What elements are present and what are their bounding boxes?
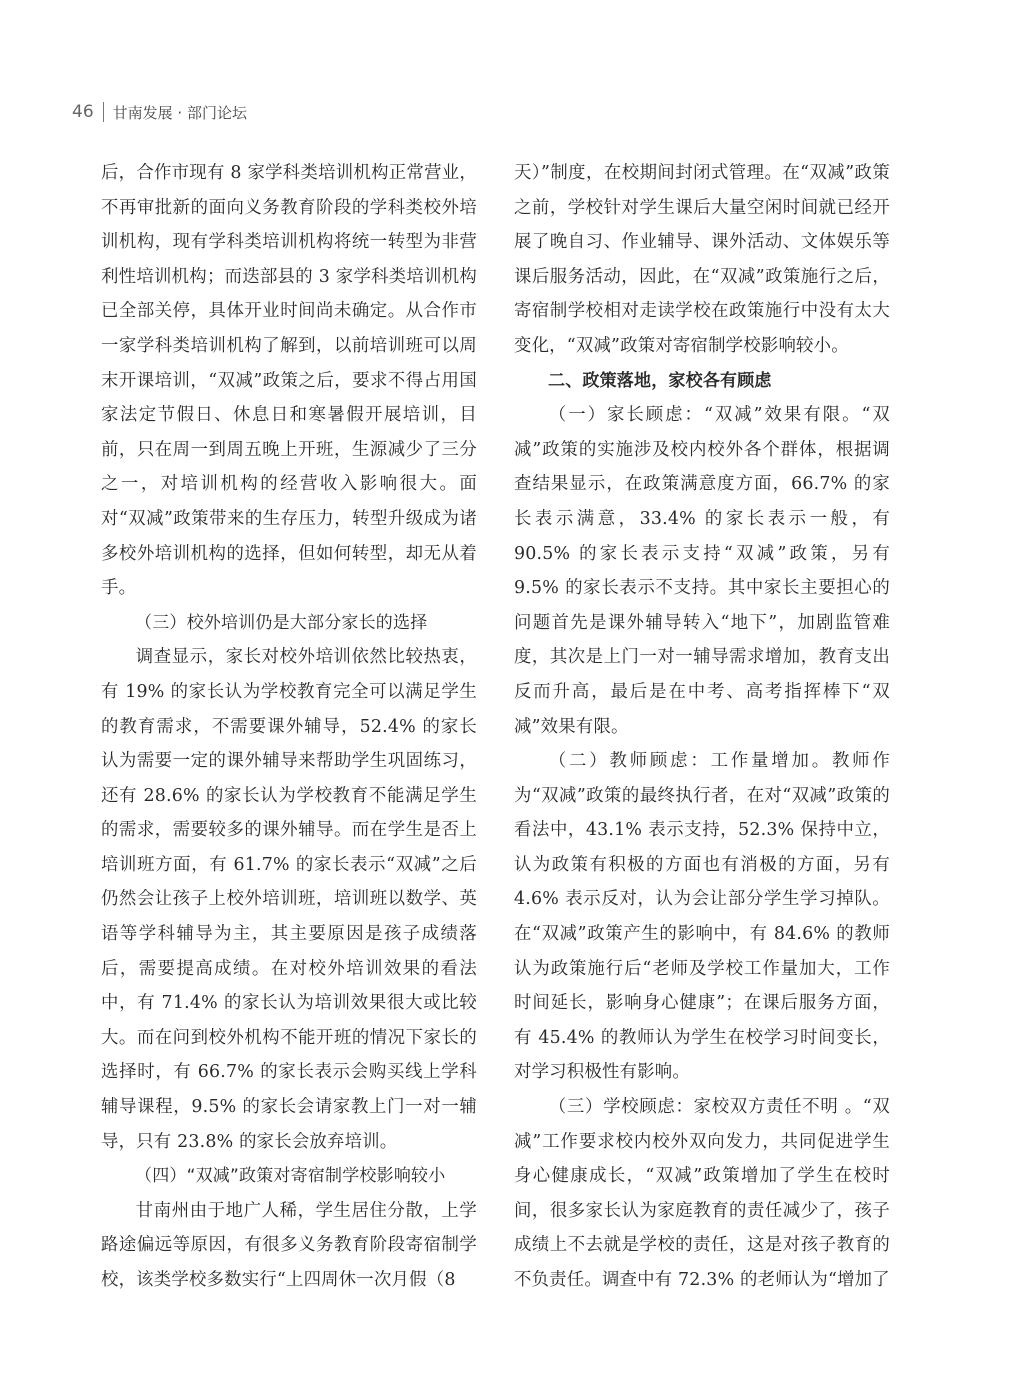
paragraph: 调查显示，家长对校外培训依然比较热衷，有 19% 的家长认为学校教育完全可以满足学生的教育需求，不需要课外辅导，52.4% 的家长认为需要一定的课外辅导来帮助学生巩固练习，还有 28.6% 的家长认为学校教育不能满足学生的需求，需要较多的课外辅导。而在学生是否上培训班方面，有 61.7% 的家长表示“双减”之后仍然会让孩子上校外培训班，培训班以数学、英语等学科辅导为主，其主要原因是孩子成绩落后，需要提高成绩。在对校外培训效果的看法中，有 71.4% 的家长认为培训效果很大或比较大。而在问到校外机构不能开班的情况下家长的选择时，有 66.7% 的家长表示会购买线上学科辅导课程，9.5% 的家长会请家教上门一对一辅导，只有 23.8% 的家长会放弃培训。 — [101, 647, 477, 1152]
section-heading: （四）“双减”政策对寄宿制学校影响较小 — [135, 1166, 446, 1187]
paragraph: （三）学校顾虑：家校双方责任不明 。“双减”工作要求校内校外双向发力，共同促进学生身心健康成长，“双减”政策增加了学生在校时间，很多家长认为家庭教育的责任减少了，孩子成绩上不去就是学校的责任，这是对孩子教育的不负责任。调查中有 72.3% 的老师认为“增加了 — [514, 1097, 890, 1290]
right-column — [514, 156, 890, 1298]
running-title: 甘南发展 · 部门论坛 — [112, 103, 247, 122]
left-column — [101, 156, 477, 1298]
page-header — [72, 98, 247, 126]
paragraph: 天）”制度，在校期间封闭式管理。在“双减”政策之前，学校针对学生课后大量空闲时间就已经开展了晚自习、作业辅导、课外活动、文体娱乐等课后服务活动，因此，在“双减”政策施行之后，寄宿制学校相对走读学校在政策施行中没有太大变化，“双减”政策对寄宿制学校影响较小。 — [514, 163, 890, 356]
section-heading: （三）校外培训仍是大部分家长的选择 — [135, 612, 428, 633]
paragraph: （二）教师顾虑：工作量增加。教师作为“双减”政策的最终执行者，在对“双减”政策的看法中，43.1% 表示支持，52.3% 保持中立，认为政策有积极的方面也有消极的方面，另有 4.6% 表示反对，认为会让部分学生学习掉队。在“双减”政策产生的影响中，有 84.6% 的教师认为政策施行后“老师及学校工作量加大，工作时间延长，影响身心健康”；在课后服务方面，有 45.4% 的教师认为学生在校学习时间变长，对学习积极性有影响。 — [514, 751, 890, 1083]
page-number: 46 — [72, 102, 94, 122]
paragraph: （一）家长顾虑：“双减”效果有限。“双减”政策的实施涉及校内校外各个群体，根据调查结果显示，在政策满意度方面，66.7% 的家长表示满意，33.4% 的家长表示一般，有 90.5% 的家长表示支持“双减”政策，另有 9.5% 的家长表示不支持。其中家长主要担心的问题首先是课外辅导转入“地下”，加剧监管难度，其次是上门一对一辅导需求增加，教育支出反而升高，最后是在中考、高考指挥棒下“双减”效果有限。 — [514, 405, 890, 737]
section-heading: 二、政策落地，家校各有顾虑 — [548, 370, 772, 391]
header-divider — [103, 102, 104, 122]
paragraph: 后，合作市现有 8 家学科类培训机构正常营业，不再审批新的面向义务教育阶段的学科类校外培训机构，现有学科类培训机构将统一转型为非营利性培训机构；而迭部县的 3 家学科类培训机构已全部关停，具体开业时间尚未确定。从合作市一家学科类培训机构了解到，以前培训班可以周末开课培训，“双减”政策之后，要求不得占用国家法定节假日、休息日和寒暑假开展培训，目前，只在周一到周五晚上开班，生源减少了三分之一，对培训机构的经营收入影响很大。面对“双减”政策带来的生存压力，转型升级成为诸多校外培训机构的选择，但如何转型，却无从着手。 — [101, 163, 477, 599]
paragraph: 甘南州由于地广人稀，学生居住分散，上学路途偏远等原因，有很多义务教育阶段寄宿制学校，该类学校多数实行“上四周休一次月假（8 — [101, 1200, 477, 1290]
